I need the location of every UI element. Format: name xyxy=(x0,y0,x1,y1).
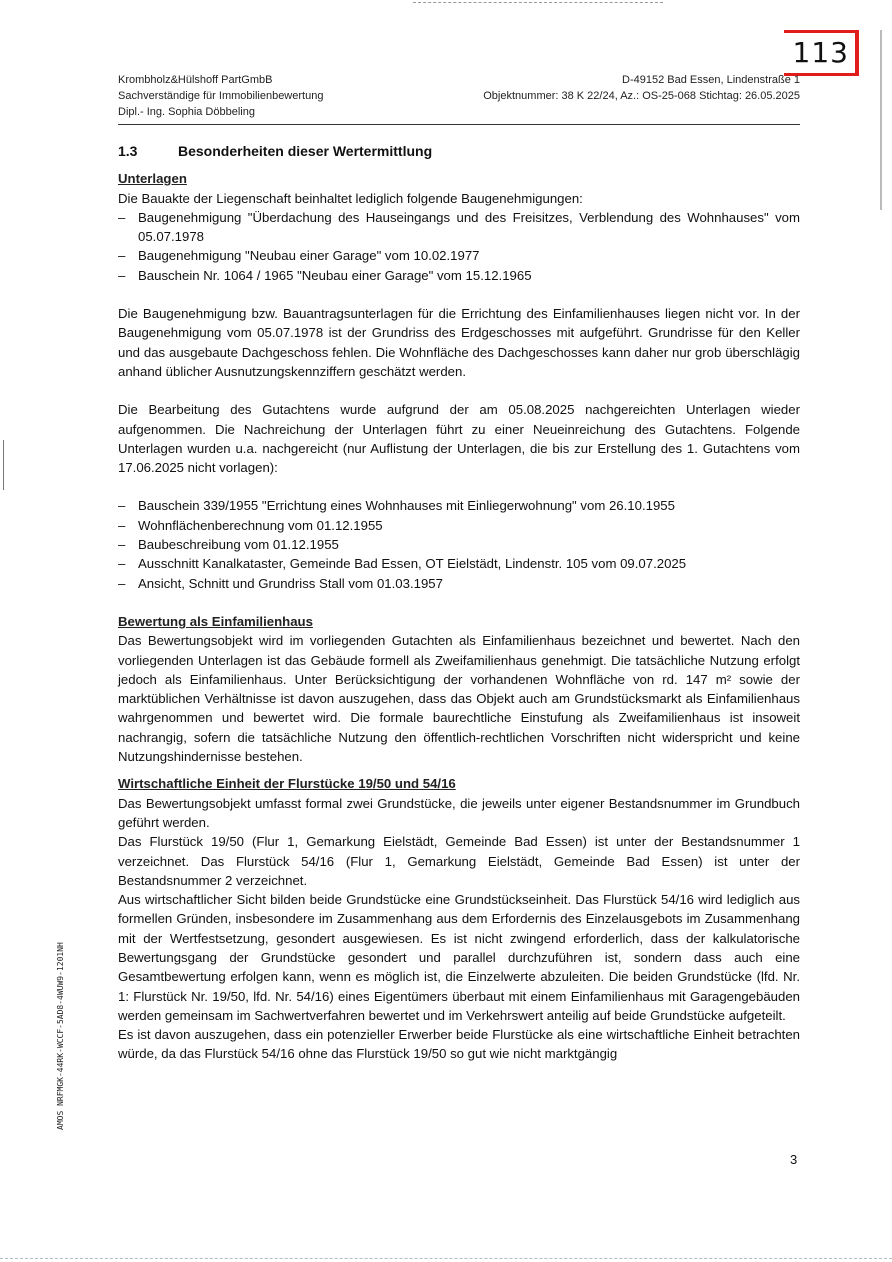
section-title: Besonderheiten dieser Wertermittlung xyxy=(178,143,433,159)
paragraph: Das Bewertungsobjekt wird im vorliegenden Gutachten als Einfamilienhaus bezeichnet und bewertet. Nach den vorliegenden Unterlagen ist das Gebäude formell als Zweifamilienhaus genehmigt. Die tatsächliche Nutzung erfolgt jedoch als Einfamilienhaus. Unter Berücksichtigung der vorhandenen Wohnfläche von rd. 147 m² sowie der marktüblichen Verhältnisse ist davon auszugehen, dass das Objekt auch am Grundstücksmarkt als Einfamilienhaus wahrgenommen und bewertet wird. Die formale baurechtliche Einstufung als Zweifamilienhaus ist insoweit nachrangig, sofern die tatsächliche Nutzung den öffentlich-rechtlichen Vorschriften nicht widerspricht und keine Nutzungshindernisse bestehen. xyxy=(118,633,800,765)
paragraph: Die Bearbeitung des Gutachtens wurde aufgrund der am 05.08.2025 nachgereichten Unterlagen wieder aufgenommen. Die Nachreichung der Unterlagen führt zu einer Neueinreichung des Gutachtens. Folgende Unterlagen wurden u.a. nachgereicht (nur Auflistung der Unterlagen, die bis zur Erstellung des 1. Gutachtens vom 17.06.2025 nicht vorlagen): xyxy=(118,402,800,476)
header-company-line: Krombholz&Hülshoff PartGmbB xyxy=(118,74,273,86)
header-object-info xyxy=(380,72,800,104)
permit-list xyxy=(118,208,800,285)
stamp-border-right xyxy=(856,30,859,76)
header-object-number: Objektnummer: 38 K 22/24, Az.: OS-25-068 Stichtag: 26.05.2025 xyxy=(483,90,800,102)
scan-artifact-bottom xyxy=(0,1258,892,1260)
header-divider xyxy=(118,124,800,125)
scan-artifact-left xyxy=(3,440,4,490)
paragraph: Das Flurstück 19/50 (Flur 1, Gemarkung Eielstädt, Gemeinde Bad Essen) ist unter der Bestandsnummer 1 verzeichnet. Das Flurstück 54/16 (Flur 1, Gemarkung Eielstädt, Gemeinde Bad Essen) ist unter der Bestandsnummer 2 verzeichnet. xyxy=(118,834,800,888)
subheading-wirtschaftliche-einheit: Wirtschaftliche Einheit der Flurstücke 19/50 und 54/16 xyxy=(118,776,456,792)
page-stamp xyxy=(784,30,858,74)
list-item: – Baugenehmigung "Neubau einer Garage" vom 10.02.1977 xyxy=(118,246,800,265)
document-side-id: AMOS NRFMGK-44RK-WCCF-5AD8-4WUW9-1201NH xyxy=(56,942,65,1130)
subheading-unterlagen: Unterlagen xyxy=(118,171,187,187)
header-company xyxy=(118,72,418,120)
scan-artifact-right xyxy=(880,30,882,210)
list-item: – Ansicht, Schnitt und Grundriss Stall vom 01.03.1957 xyxy=(118,574,800,593)
section-number: 1.3 xyxy=(118,143,138,159)
header-company-line: Dipl.- Ing. Sophia Döbbeling xyxy=(118,106,255,118)
submitted-documents-list xyxy=(118,496,800,592)
scan-artifact-top xyxy=(413,2,663,4)
list-item: – Bauschein 339/1955 "Errichtung eines Wohnhauses mit Einliegerwohnung" vom 26.10.1955 xyxy=(118,496,800,515)
list-item: – Ausschnitt Kanalkataster, Gemeinde Bad Essen, OT Eielstädt, Lindenstr. 105 vom 09.07.2025 xyxy=(118,554,800,573)
paragraph: Das Bewertungsobjekt umfasst formal zwei Grundstücke, die jeweils unter eigener Bestandsnummer im Grundbuch geführt werden. xyxy=(118,795,800,830)
header-address: D-49152 Bad Essen, Lindenstraße 1 xyxy=(622,74,800,86)
list-item: – Baubeschreibung vom 01.12.1955 xyxy=(118,535,800,554)
paragraph: Es ist davon auszugehen, dass ein potenzieller Erwerber beide Flurstücke als eine wirtschaftliche Einheit betrachten würde, da das Flurstück 54/16 ohne das Flurstück 19/50 so gut wie nicht marktgängig xyxy=(118,1027,800,1062)
paragraph: Die Bauakte der Liegenschaft beinhaltet lediglich folgende Baugenehmigungen: xyxy=(118,190,583,206)
list-item: – Baugenehmigung "Überdachung des Hauseingangs und des Freisitzes, Verblendung des Wohnhauses" vom 05.07.1978 xyxy=(118,208,800,247)
paragraph: Die Baugenehmigung bzw. Bauantragsunterlagen für die Errichtung des Einfamilienhauses liegen nicht vor. In der Baugenehmigung vom 05.07.1978 ist der Grundriss des Erdgeschosses mit aufgeführt. Grundrisse für den Keller und das ausgebaute Dachgeschoss fehlen. Die Wohnfläche des Dachgeschosses kann daher nur grob überschlägig anhand üblicher Ausnutzungskennziffern geschätzt werden. xyxy=(118,306,800,379)
header-company-line: Sachverständige für Immobilienbewertung xyxy=(118,90,324,102)
page-number: 3 xyxy=(790,1152,798,1167)
list-item: – Wohnflächenberechnung vom 01.12.1955 xyxy=(118,516,800,535)
page-stamp-number: 113 xyxy=(792,36,849,69)
subheading-bewertung: Bewertung als Einfamilienhaus xyxy=(118,613,313,629)
section-heading xyxy=(118,142,800,161)
list-item: – Bauschein Nr. 1064 / 1965 "Neubau einer Garage" vom 15.12.1965 xyxy=(118,266,800,285)
document-body xyxy=(118,142,800,1064)
paragraph: Aus wirtschaftlicher Sicht bilden beide Grundstücke eine Grundstückseinheit. Das Flurstück 54/16 wird lediglich aus formellen Gründen, insbesondere im Zusammenhang aus dem Erfordernis des Einzelausgebots im Zusammenhang mit der Wertfestsetzung, gesondert ausgewiesen. Es ist nicht zwingend erforderlich, dass der kalkulatorische Bewertungsgang der Grundstücke gesondert und parallel durchzuführen ist, sondern dass auch eine Gesamtbewertung erfolgen kann, wenn es möglich ist, die Einzelwerte abzuleiten. Die beiden Grundstücke (lfd. Nr. 1: Flurstück Nr. 19/50, lfd. Nr. 54/16) eines Eigentümers überbaut mit einem Einfamilienhaus mit Garagengebäuden werden gemeinsam im Sachwertverfahren bewertet und im Verkehrswert anteilig auf beide Grundstücke aufgeteilt. xyxy=(118,892,800,1023)
